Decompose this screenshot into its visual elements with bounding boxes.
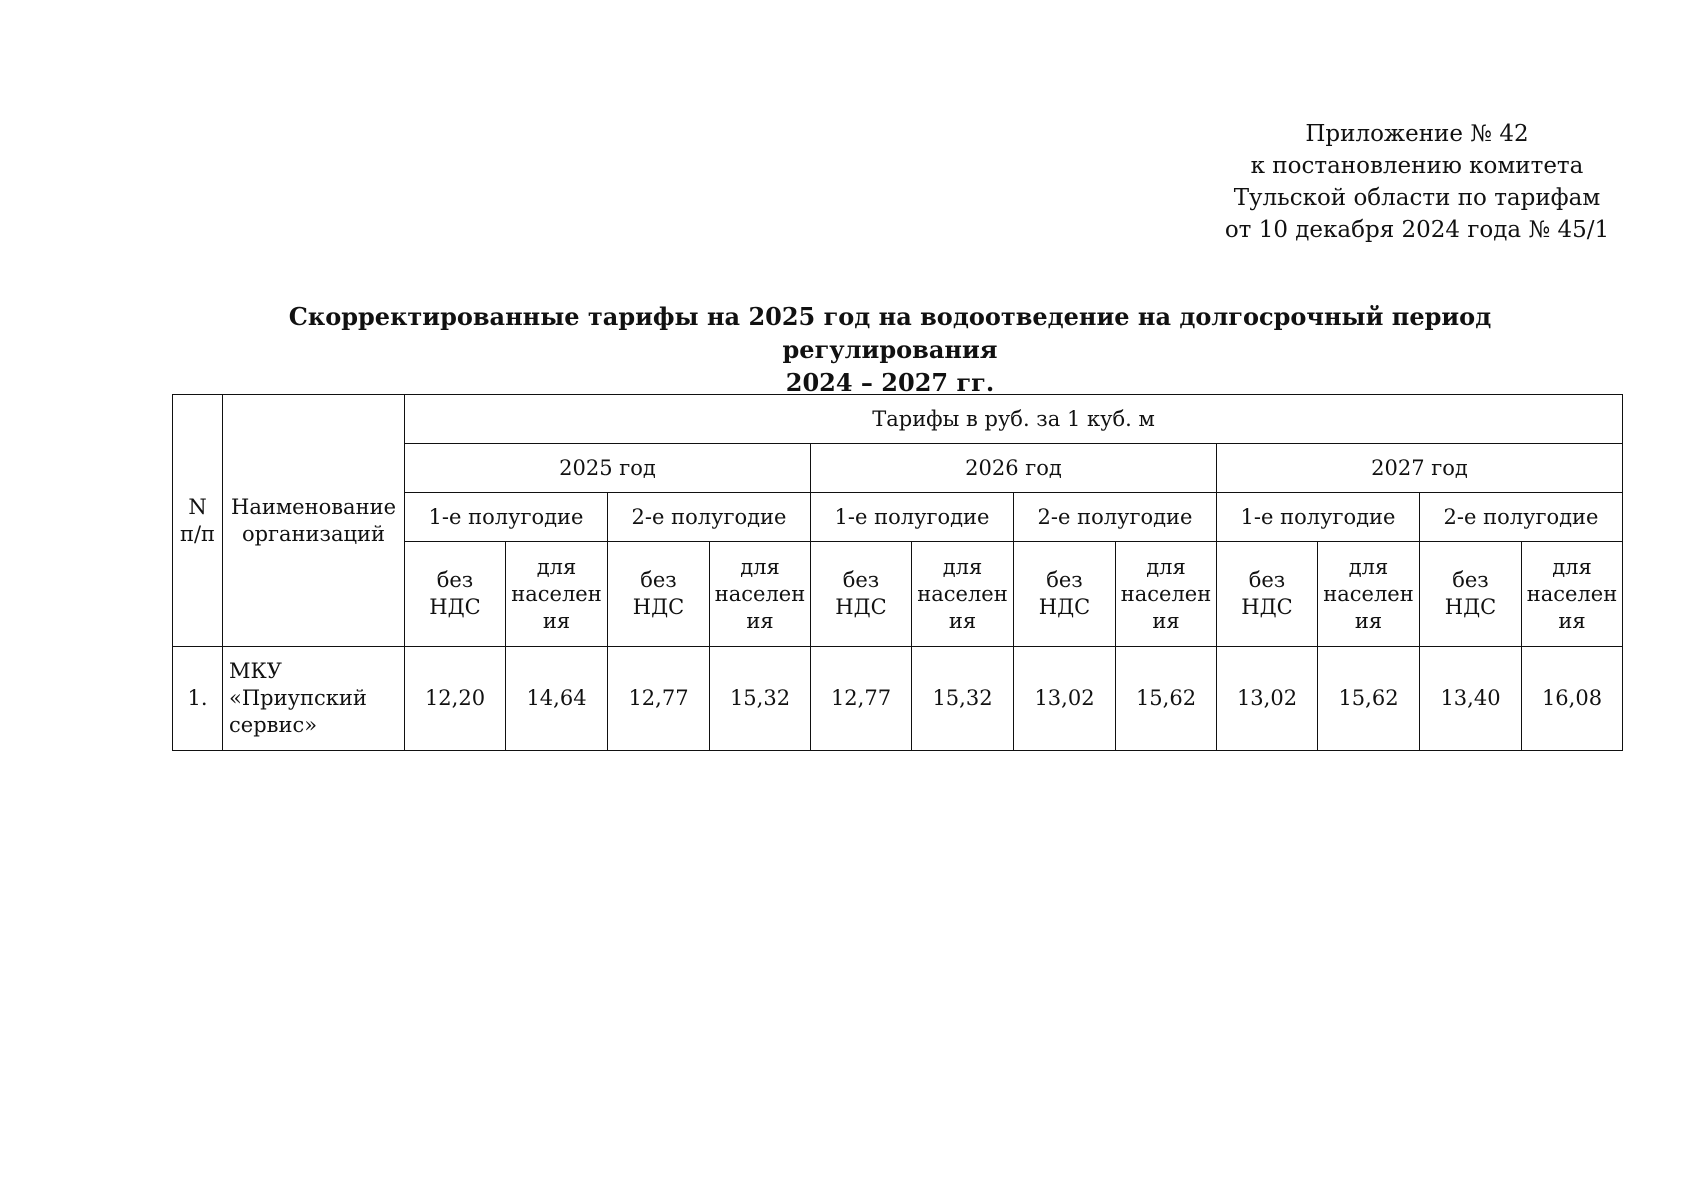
tariff-value: 12,77 — [608, 647, 710, 751]
header-sub: без НДС — [608, 542, 710, 647]
table-row — [173, 647, 1623, 751]
header-half: 1-е полугодие — [1217, 493, 1420, 542]
header-tariffs: Тарифы в руб. за 1 куб. м — [405, 395, 1623, 444]
header-half: 2-е полугодие — [1420, 493, 1623, 542]
tariff-value: 15,32 — [912, 647, 1014, 751]
header-year: 2027 год — [1217, 444, 1623, 493]
header-half: 1-е полугодие — [405, 493, 608, 542]
header-sub: без НДС — [405, 542, 506, 647]
header-sub: для населен ия — [1116, 542, 1217, 647]
header-org: Наименование организаций — [223, 395, 405, 647]
row-num: 1. — [173, 647, 223, 751]
header-half: 2-е полугодие — [1014, 493, 1217, 542]
header-sub: для населен ия — [710, 542, 811, 647]
header-sub: без НДС — [811, 542, 912, 647]
tariffs-table — [172, 394, 1623, 751]
appendix-line: к постановлению комитета — [1250, 153, 1584, 179]
tariff-value: 12,77 — [811, 647, 912, 751]
appendix-line: Тульской области по тарифам — [1233, 185, 1601, 211]
header-num: N п/п — [173, 395, 223, 647]
appendix-line: Приложение № 42 — [1305, 121, 1529, 147]
header-sub: без НДС — [1420, 542, 1522, 647]
header-sub: без НДС — [1217, 542, 1318, 647]
header-sub: без НДС — [1014, 542, 1116, 647]
row-org: МКУ «Приупский сервис» — [223, 647, 405, 751]
appendix-line: от 10 декабря 2024 года № 45/1 — [1224, 217, 1610, 243]
document-title — [180, 300, 1600, 399]
tariff-value: 16,08 — [1522, 647, 1623, 751]
header-year: 2026 год — [811, 444, 1217, 493]
header-half: 2-е полугодие — [608, 493, 811, 542]
tariff-value: 14,64 — [506, 647, 608, 751]
tariff-value: 13,02 — [1014, 647, 1116, 751]
header-sub: для населен ия — [506, 542, 608, 647]
tariff-value: 15,62 — [1116, 647, 1217, 751]
header-year: 2025 год — [405, 444, 811, 493]
tariff-value: 13,02 — [1217, 647, 1318, 751]
title-line: Скорректированные тарифы на 2025 год на водоотведение на долгосрочный период регулирования — [288, 302, 1492, 364]
header-sub: для населен ия — [1522, 542, 1623, 647]
tariff-value: 12,20 — [405, 647, 506, 751]
title-line: 2024 – 2027 гг. — [785, 368, 995, 397]
appendix-block — [1207, 118, 1627, 246]
header-sub: для населен ия — [1318, 542, 1420, 647]
tariff-value: 13,40 — [1420, 647, 1522, 751]
header-sub: для населен ия — [912, 542, 1014, 647]
header-half: 1-е полугодие — [811, 493, 1014, 542]
tariff-value: 15,62 — [1318, 647, 1420, 751]
tariff-value: 15,32 — [710, 647, 811, 751]
